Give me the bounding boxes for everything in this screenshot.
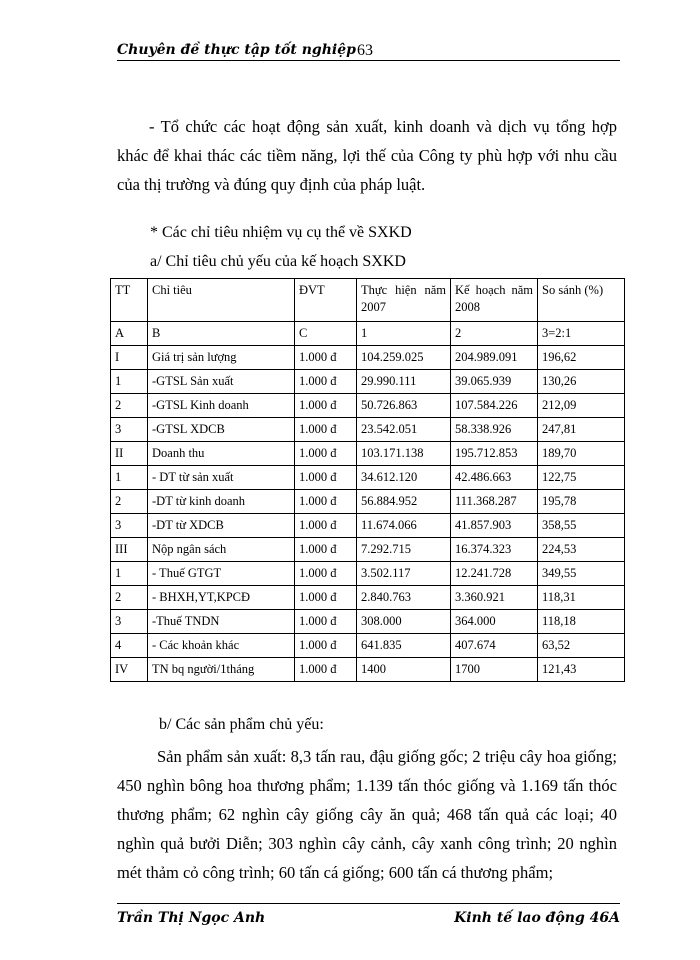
table-cell: 130,26 (538, 370, 625, 394)
table-cell: 3.502.117 (357, 562, 451, 586)
table-row (111, 394, 625, 418)
table-cell: - BHXH,YT,KPCĐ (148, 586, 295, 610)
table-cell: 4 (111, 634, 148, 658)
table-cell: III (111, 538, 148, 562)
table-cell: 1.000 đ (295, 394, 357, 418)
table-cell: - Thuế GTGT (148, 562, 295, 586)
table-cell: 2 (111, 394, 148, 418)
table-cell: -GTSL Kinh doanh (148, 394, 295, 418)
table-cell: 1.000 đ (295, 418, 357, 442)
products-heading: b/ Các sản phẩm chủ yếu: (159, 716, 324, 733)
table-cell: 224,53 (538, 538, 625, 562)
table-cell: - DT từ sản xuất (148, 466, 295, 490)
table-caption: a/ Chỉ tiêu chủ yếu của kế hoạch SXKD (150, 253, 406, 270)
table-cell: 1.000 đ (295, 634, 357, 658)
table-cell: 3 (111, 610, 148, 634)
table-cell: -DT từ XDCB (148, 514, 295, 538)
col-header: So sánh (%) (538, 279, 625, 322)
table-row (111, 322, 625, 346)
table-cell: 34.612.120 (357, 466, 451, 490)
table-cell: 58.338.926 (451, 418, 538, 442)
table-cell: 1.000 đ (295, 610, 357, 634)
table-cell: 2 (451, 322, 538, 346)
table-header-row (111, 279, 625, 322)
table-cell: 29.990.111 (357, 370, 451, 394)
table-cell: 50.726.863 (357, 394, 451, 418)
table-cell: 641.835 (357, 634, 451, 658)
col-header: Kế hoạch năm 2008 (451, 279, 538, 322)
footer-author: Trần Thị Ngọc Anh (117, 910, 266, 926)
table-cell: Giá trị sản lượng (148, 346, 295, 370)
table-cell: -Thuế TNDN (148, 610, 295, 634)
table-row (111, 658, 625, 682)
table-cell: 1.000 đ (295, 490, 357, 514)
table-cell: 1.000 đ (295, 514, 357, 538)
page-footer (117, 903, 620, 926)
table-cell: IV (111, 658, 148, 682)
table-cell: 23.542.051 (357, 418, 451, 442)
table-cell: 39.065.939 (451, 370, 538, 394)
table-cell: 2.840.763 (357, 586, 451, 610)
table-cell: 42.486.663 (451, 466, 538, 490)
page-number: 63 (357, 42, 373, 59)
page-header (117, 42, 620, 61)
table-cell: B (148, 322, 295, 346)
table-cell: 7.292.715 (357, 538, 451, 562)
table-cell: 56.884.952 (357, 490, 451, 514)
table-cell: 195.712.853 (451, 442, 538, 466)
table-cell: -GTSL XDCB (148, 418, 295, 442)
table-cell: 364.000 (451, 610, 538, 634)
table-row (111, 370, 625, 394)
table-cell: -DT từ kinh doanh (148, 490, 295, 514)
table-cell: 107.584.226 (451, 394, 538, 418)
table-cell: TN bq người/1tháng (148, 658, 295, 682)
table-cell: 1.000 đ (295, 346, 357, 370)
table-cell: 111.368.287 (451, 490, 538, 514)
table-cell: 104.259.025 (357, 346, 451, 370)
table-cell: 204.989.091 (451, 346, 538, 370)
table-cell: 1.000 đ (295, 538, 357, 562)
table-cell: 196,62 (538, 346, 625, 370)
table-cell: 1700 (451, 658, 538, 682)
table-cell: - Các khoản khác (148, 634, 295, 658)
header-title: Chuyên đề thực tập tốt nghiệp (117, 42, 356, 58)
table-row (111, 562, 625, 586)
table-cell: A (111, 322, 148, 346)
table-row (111, 514, 625, 538)
table-row (111, 538, 625, 562)
table-cell: 189,70 (538, 442, 625, 466)
table-cell: 407.674 (451, 634, 538, 658)
table-cell: 1.000 đ (295, 562, 357, 586)
table-cell: 358,55 (538, 514, 625, 538)
col-header: Chỉ tiêu (148, 279, 295, 322)
table-cell: 1 (111, 562, 148, 586)
table-cell: I (111, 346, 148, 370)
table-row (111, 634, 625, 658)
table-cell: 1400 (357, 658, 451, 682)
table-cell: 1.000 đ (295, 442, 357, 466)
table-cell: 1.000 đ (295, 466, 357, 490)
table-row (111, 466, 625, 490)
intro-paragraph: - Tổ chức các hoạt động sản xuất, kinh doanh và dịch vụ tổng hợp khác để khai thác các tiềm năng, lợi thế của Công ty phù hợp với nhu cầu của thị trường và đúng quy định của pháp luật. (117, 117, 617, 194)
table-cell: 349,55 (538, 562, 625, 586)
col-header: Thực hiện năm 2007 (357, 279, 451, 322)
table-cell: 1 (357, 322, 451, 346)
sxkd-table (110, 278, 625, 682)
section-heading: * Các chỉ tiêu nhiệm vụ cụ thể về SXKD (150, 224, 412, 241)
table-cell: 12.241.728 (451, 562, 538, 586)
table-row (111, 418, 625, 442)
table-cell: 11.674.066 (357, 514, 451, 538)
table-row (111, 586, 625, 610)
table-cell: 118,18 (538, 610, 625, 634)
table-cell: 2 (111, 490, 148, 514)
col-header: ĐVT (295, 279, 357, 322)
col-header: TT (111, 279, 148, 322)
products-paragraph: Sản phẩm sản xuất: 8,3 tấn rau, đậu giống gốc; 2 triệu cây hoa giống; 450 nghìn bông hoa thương phẩm; 1.139 tấn thóc giống và 1.169 tấn thóc thương phẩm; 62 nghìn cây giống cây ăn quả; 468 tấn quả các loại; 40 nghìn quả bưởi Diễn; 303 nghìn cây cảnh, cây xanh công trình; 20 nghìn mét thảm cỏ công trình; 60 tấn cá giống; 600 tấn cá thương phẩm; (117, 747, 617, 882)
table-cell: 308.000 (357, 610, 451, 634)
table-cell: 3.360.921 (451, 586, 538, 610)
table-cell: 2 (111, 586, 148, 610)
table-cell: 122,75 (538, 466, 625, 490)
table-cell: 1.000 đ (295, 586, 357, 610)
table-cell: 41.857.903 (451, 514, 538, 538)
table-cell: 247,81 (538, 418, 625, 442)
table-cell: 1 (111, 370, 148, 394)
table-cell: 212,09 (538, 394, 625, 418)
table-row (111, 346, 625, 370)
table-row (111, 610, 625, 634)
table-cell: -GTSL Sản xuất (148, 370, 295, 394)
table-cell: 63,52 (538, 634, 625, 658)
table-cell: 195,78 (538, 490, 625, 514)
table-cell: Nộp ngân sách (148, 538, 295, 562)
table-cell: 118,31 (538, 586, 625, 610)
table-cell: 121,43 (538, 658, 625, 682)
table-cell: 1.000 đ (295, 370, 357, 394)
table-cell: II (111, 442, 148, 466)
table-cell: 3=2:1 (538, 322, 625, 346)
table-cell: 3 (111, 514, 148, 538)
table-row (111, 490, 625, 514)
table-cell: 3 (111, 418, 148, 442)
table-cell: Doanh thu (148, 442, 295, 466)
table-row (111, 442, 625, 466)
table-cell: 103.171.138 (357, 442, 451, 466)
table-cell: 1.000 đ (295, 658, 357, 682)
table-cell: 16.374.323 (451, 538, 538, 562)
table-cell: 1 (111, 466, 148, 490)
table-cell: C (295, 322, 357, 346)
footer-class: Kinh tế lao động 46A (454, 910, 620, 926)
